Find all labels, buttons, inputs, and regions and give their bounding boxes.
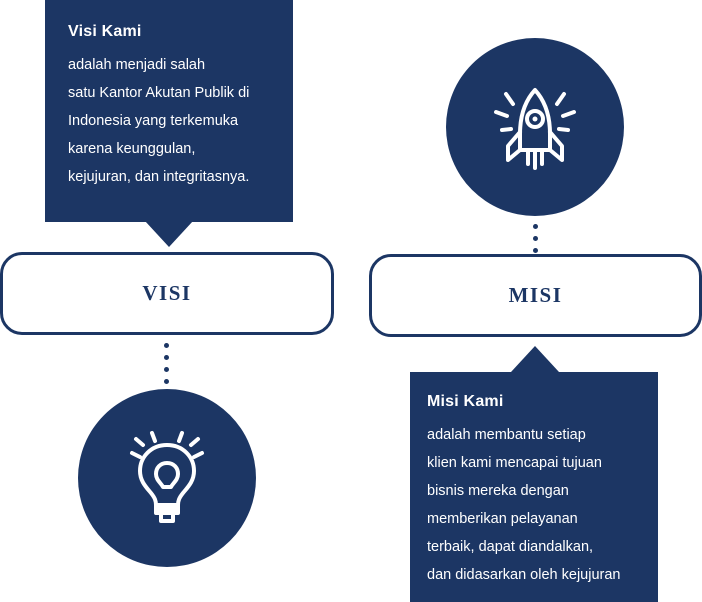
visi-callout-line: Indonesia yang terkemuka: [68, 113, 239, 130]
visi-dotted-connector: [164, 343, 169, 384]
misi-icon-circle: [446, 38, 624, 216]
visi-callout-line: adalah menjadi salah: [68, 57, 206, 74]
visi-label-pill[interactable]: [0, 252, 334, 335]
visi-callout-line: kejujuran, dan integritasnya.: [68, 169, 250, 186]
misi-callout-line: dan didasarkan oleh kejujuran: [427, 567, 621, 584]
visi-callout-text: [68, 51, 293, 191]
dot: [164, 343, 169, 348]
dot: [533, 236, 538, 241]
dot: [533, 224, 538, 229]
rocket-icon: [480, 72, 590, 182]
dot: [164, 379, 169, 384]
visi-callout-title: Visi Kami: [68, 23, 142, 40]
visi-callout-box: [45, 0, 293, 222]
dot: [164, 367, 169, 372]
misi-callout-line: klien kami mencapai tujuan: [427, 455, 602, 472]
misi-label-text: MISI: [508, 283, 563, 307]
misi-callout-title: Misi Kami: [427, 393, 504, 410]
misi-callout-line: bisnis mereka dengan: [427, 483, 569, 500]
misi-dotted-connector: [533, 224, 538, 253]
misi-callout-line: terbaik, dapat diandalkan,: [427, 539, 594, 556]
dot: [164, 355, 169, 360]
misi-callout-line: adalah membantu setiap: [427, 427, 586, 444]
visi-callout-pointer: [145, 221, 193, 247]
misi-callout-text: [427, 421, 658, 589]
dot: [533, 248, 538, 253]
visi-label-text: VISI: [142, 281, 192, 305]
visi-callout-line: satu Kantor Akutan Publik di: [68, 85, 250, 102]
misi-label-pill[interactable]: [369, 254, 702, 337]
visi-callout-line: karena keunggulan,: [68, 141, 196, 158]
misi-callout-line: memberikan pelayanan: [427, 511, 578, 528]
lightbulb-icon: [112, 423, 222, 533]
visi-icon-circle: [78, 389, 256, 567]
misi-callout-pointer: [511, 346, 559, 372]
misi-callout-box: [410, 372, 658, 602]
